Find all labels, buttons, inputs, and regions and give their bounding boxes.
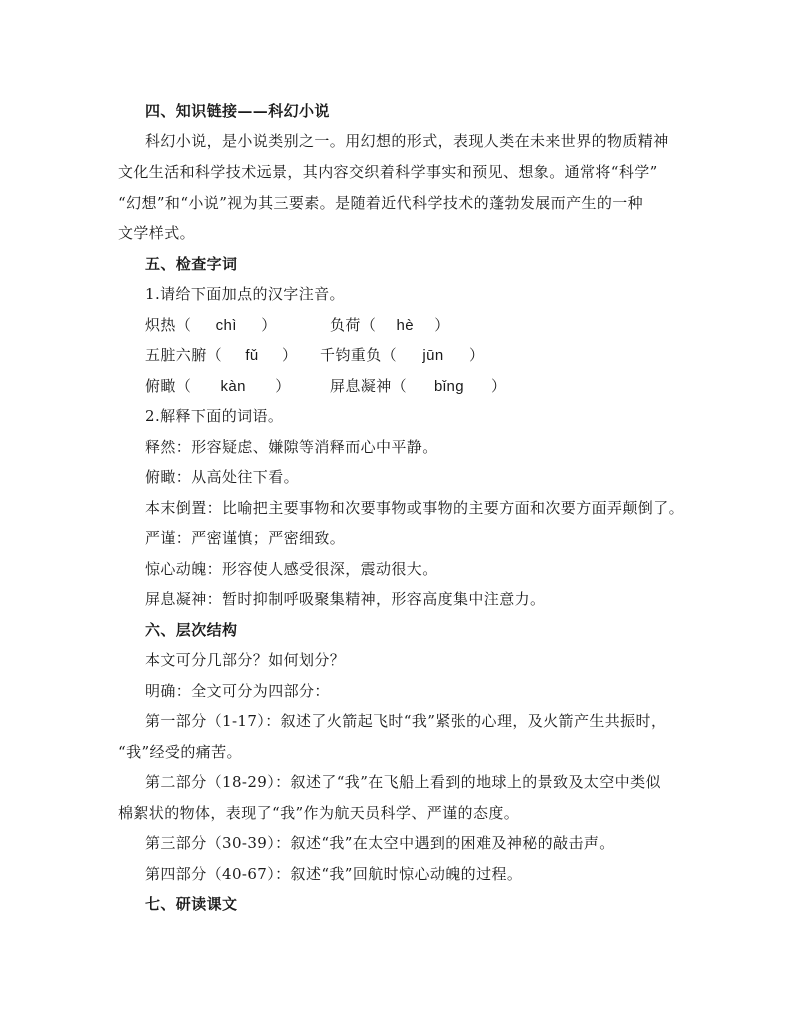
section5-heading: 五、检查字词 xyxy=(145,255,238,273)
section4-para-line: 文化生活和科学技术远景，其内容交织着科学事实和预见、想象。通常将“科学” xyxy=(118,163,658,181)
part-line: 棉絮状的物体，表现了“我”作为航天员科学、严谨的态度。 xyxy=(118,804,520,822)
q2-text: 2.解释下面的词语。 xyxy=(145,407,284,425)
definition-line: 屏息凝神：暂时抑制呼吸聚集精神，形容高度集中注意力。 xyxy=(145,590,546,608)
pinyin-item: 千钧重负（ jūn ） xyxy=(320,346,485,364)
section4-para-line: 文学样式。 xyxy=(118,224,196,242)
word: 俯瞰 xyxy=(145,377,176,395)
word: 炽热 xyxy=(145,316,176,334)
pinyin-answer: chì xyxy=(215,317,237,334)
definition-line: 惊心动魄：形容使人感受很深，震动很大。 xyxy=(145,560,438,578)
section6-heading: 六、层次结构 xyxy=(145,621,238,639)
pinyin-answer: fǔ xyxy=(245,347,259,364)
part-line: 第二部分（18-29）：叙述了“我”在飞船上看到的地球上的景致及太空中类似 xyxy=(145,773,661,791)
q1-text: 1.请给下面加点的汉字注音。 xyxy=(145,285,345,303)
part-line: 第一部分（1-17）：叙述了火箭起飞时“我”紧张的心理，及火箭产生共振时， xyxy=(145,712,667,730)
part-line: 第三部分（30-39）：叙述“我”在太空中遇到的困难及神秘的敲击声。 xyxy=(145,834,615,852)
word: 五脏六腑 xyxy=(145,346,207,364)
pinyin-item: 屏息凝神（ bǐng ） xyxy=(330,377,507,395)
definition-line: 释然：形容疑虑、嫌隙等消释而心中平静。 xyxy=(145,438,438,456)
definition-line: 本末倒置：比喻把主要事物和次要事物或事物的主要方面和次要方面弄颠倒了。 xyxy=(145,499,685,517)
word: 负荷 xyxy=(330,316,361,334)
pinyin-item: 俯瞰（ kàn ） xyxy=(145,377,291,395)
definition-line: 俯瞰：从高处往下看。 xyxy=(145,468,300,486)
pinyin-answer: hè xyxy=(396,317,414,334)
section4-para-line: “幻想”和“小说”视为其三要素。是随着近代科学技术的蓬勃发展而产生的一种 xyxy=(118,194,644,212)
section6-answer: 明确：全文可分为四部分： xyxy=(145,682,330,700)
section4-para-line: 科幻小说，是小说类别之一。用幻想的形式，表现人类在未来世界的物质精神 xyxy=(145,132,669,150)
section6-question: 本文可分几部分？如何划分？ xyxy=(145,651,346,669)
word: 千钧重负 xyxy=(320,346,382,364)
pinyin-item: 炽热（ chì ） xyxy=(145,316,277,334)
word: 屏息凝神 xyxy=(330,377,392,395)
section4-heading: 四、知识链接——科幻小说 xyxy=(145,102,330,120)
pinyin-answer: jūn xyxy=(422,347,444,364)
section7-heading: 七、研读课文 xyxy=(145,895,238,913)
part-line: “我”经受的痛苦。 xyxy=(118,743,242,761)
pinyin-item: 五脏六腑（ fǔ ） xyxy=(145,346,298,364)
definition-line: 严谨：严密谨慎；严密细致。 xyxy=(145,529,346,547)
pinyin-answer: kàn xyxy=(220,378,246,395)
pinyin-answer: bǐng xyxy=(434,378,464,395)
part-line: 第四部分（40-67）：叙述“我”回航时惊心动魄的过程。 xyxy=(145,865,523,883)
pinyin-item: 负荷（ hè ） xyxy=(330,316,450,334)
